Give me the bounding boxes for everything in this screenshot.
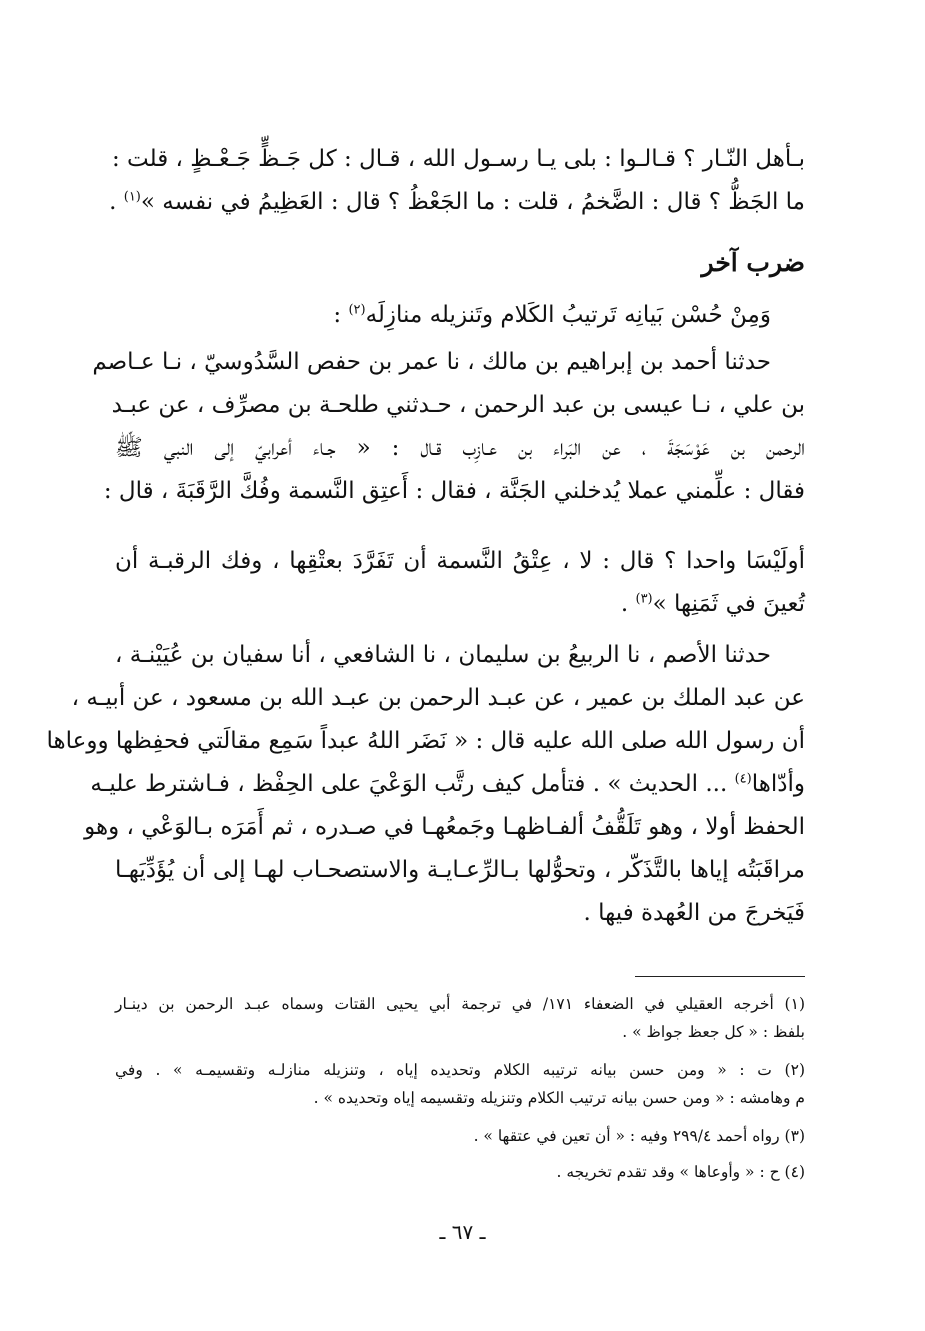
footnote: [115, 990, 805, 1046]
footnote: [115, 1122, 805, 1150]
footnotes: [115, 990, 805, 1186]
text-line: بـأهل النّـار ؟ قـالـوا : بلى يـا رسـول الله ، قـال : كل جَـظٍّ جَـعْـظٍ ، قلت :: [111, 146, 805, 172]
paragraph-intro: [115, 294, 805, 337]
text-segment: .: [620, 591, 636, 617]
footnote-number: (٣): [784, 1127, 805, 1145]
text-line: الرحمن بن عَوْسَجَةَ ، عن البَراء بن عـازِب قـال : « جـاء أعرابيّ إلى النبي ﷺ: [115, 435, 805, 461]
text-line: مراقَبَتُه إياها بالتَّذَكّر ، وتحوُّلها بـالرِّعـايـة والاستصحـاب لهـا إلى أن يُؤَدِّيَهـا: [115, 857, 805, 883]
footnote-line: [115, 990, 805, 1018]
footnote-text: رواه أحمد ٢٩٩/٤ وفيه : « أن تعين في عتقها » .: [473, 1127, 780, 1145]
text-segment: وَمِنْ حُسْن بَيانِه تَرتيبُ الكَلام وتَنزيله منازِلَه: [365, 302, 771, 328]
text-segment: ... الحديث » . فتأمل كيف رتَّب الوَعْيَ على الحِفْظ ، فـاشترط عليـه: [90, 771, 735, 797]
text-line: الحفظ أولا ، وهو تَلَقُّفُ ألفـاظهـا وجَمعُهـا في صـدره ، ثم أَمَرَه بـالوَعْي ، وهو: [84, 814, 805, 840]
footnote-text: ت : « ومن حسن بيانه ترتيبه الكلام وتحديده إياه ، وتنزيله منازلـه وتقسيمـه » . وفي: [115, 1061, 772, 1079]
text-line: أن رسول الله صلى الله عليه قال : « نَضَر اللهُ عبداً سَمِع مقالَتي فحفِظها ووعاها: [46, 728, 805, 754]
text-line: بن علي ، نـا عيسى بن عبد الرحمن ، حـدثني طلحـة بن مصرِّف ، عن عبـد: [111, 392, 805, 418]
footnote-line: بلفظ : « كل جعظ جواظ » .: [622, 1023, 805, 1041]
page-number: ـ ٦٧ ـ: [439, 1220, 486, 1244]
footnote-number: (٢): [784, 1061, 805, 1079]
footnote: [115, 1056, 805, 1112]
footnote-text: ح : « وأوعاها » وقد تقدم تخريجه .: [556, 1163, 780, 1181]
paragraph-hadith-1-cont: [115, 540, 805, 626]
text-line: حدثنا الأصم ، نا الربيعُ بن سليمان ، نا الشافعي ، أنا سفيان بن عُيَيْنـة ،: [115, 642, 771, 668]
footnote-ref: (١): [123, 189, 141, 205]
footnote-line: [115, 1158, 805, 1186]
footnote-number: (١): [784, 995, 805, 1013]
text-line: فقال : علِّمني عملا يُدخلني الجَنَّة ، فقال : أَعتِق النَّسمة وفُكَّ الرَّقَبَةَ ، قال :: [103, 478, 805, 504]
text-line: عن عبد الملك بن عمير ، عن عبـد الرحمن بن عبـد الله بن مسعود ، عن أبيـه ،: [71, 685, 805, 711]
section-heading: ضرب آخر: [701, 248, 805, 277]
text-line: فَيَخرجَ من العُهدة فيها .: [583, 900, 805, 926]
footnote-number: (٤): [784, 1163, 805, 1181]
footnote-line: [115, 1122, 805, 1150]
text-segment: وأدّاها: [751, 771, 805, 797]
top-continuation: [109, 138, 805, 224]
text-line: [90, 763, 805, 806]
text-segment: تُعينَ في ثَمَنِها »: [652, 591, 805, 617]
footnote-ref: (٤): [734, 771, 752, 787]
footnote-ref: (٢): [348, 302, 366, 318]
text-segment: :: [333, 302, 349, 328]
text-line: حدثنا أحمد بن إبراهيم بن مالك ، نا عمر بن حفص السَّدُوسيّ ، نـا عـاصم: [92, 349, 771, 375]
footnote-text: أخرجه العقيلي في الضعفاء ١٧١/ في ترجمة أبي يحيى القتات وسماه عبـد الرحمن بن دينـار: [115, 995, 774, 1013]
text-line: أولَيْسَا واحدا ؟ قال : لا ، عِتْقُ النَّسمة أن تَفَرَّدَ بعتْقِها ، وفك الرقبـة أن: [115, 548, 805, 574]
footnote-line: [115, 1056, 805, 1084]
footnote-line: م وهامشه : « ومن حسن بيانه ترتيب الكلام وتنزيله وتقسيمه إياه وتحديده » .: [313, 1089, 805, 1107]
text-line: [109, 181, 805, 224]
footnote-separator: [635, 976, 805, 977]
text-segment: ما الجَظُّ ؟ قال : الضَّخمُ ، قلت : ما الجَعْظُ ؟ قال : العَظِيمُ في نفسه »: [140, 189, 805, 215]
text-line: [115, 583, 805, 626]
paragraph-hadith-1: [92, 341, 805, 513]
text-segment: .: [109, 189, 124, 215]
paragraph-hadith-2: [46, 634, 805, 935]
text-line: [115, 294, 805, 337]
footnote: [115, 1158, 805, 1186]
footnote-ref: (٣): [635, 591, 653, 607]
